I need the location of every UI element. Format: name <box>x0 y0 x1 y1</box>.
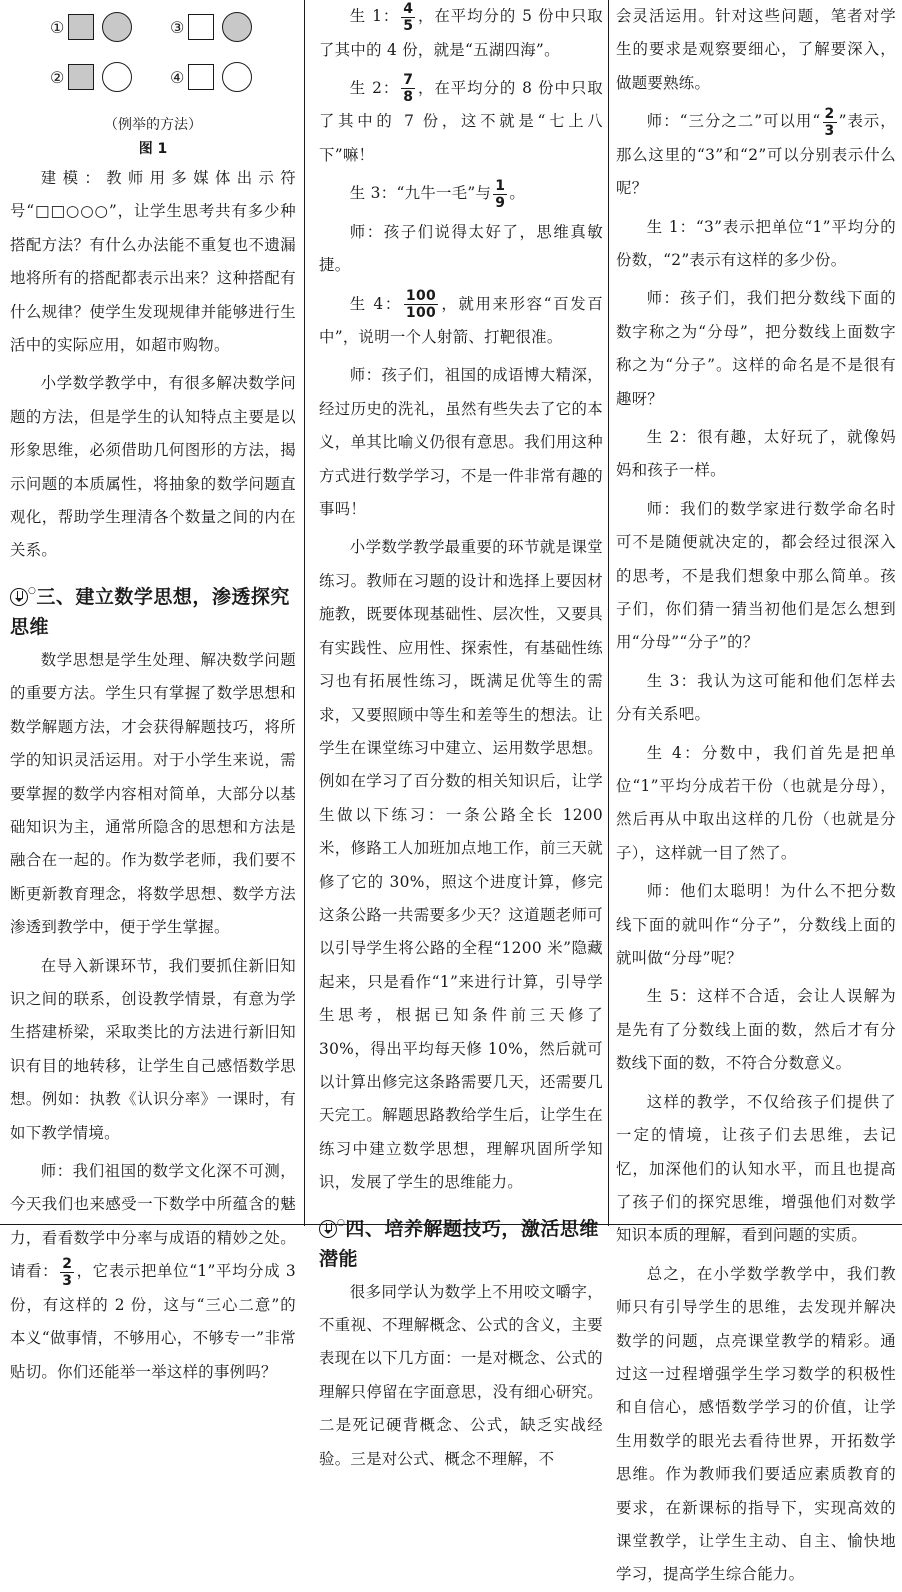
column-3 <box>616 0 896 1584</box>
square-icon <box>68 14 94 40</box>
dialogue-line: 师：他们太聪明！为什么不把分数线下面的就叫作“分子”，分数线上面的就叫做“分母”呢？ <box>616 882 896 968</box>
fraction-denominator: 5 <box>403 17 414 34</box>
fraction <box>823 106 837 139</box>
text-run: 生 2： <box>349 78 400 97</box>
figure-item-mark: ③ <box>170 17 185 37</box>
dialogue-line: 生 1：“3”表示把单位“1”平均分的份数，“2”表示有这样的多少份。 <box>616 217 896 269</box>
dialogue-line <box>319 0 603 67</box>
fraction-numerator: 2 <box>824 105 835 122</box>
figure-item-mark: ② <box>50 67 65 87</box>
figure-item-3 <box>170 12 252 42</box>
dialogue-line: 生 4：分数中，我们首先是把单位“1”平均分成若干份（也就是分母），然后再从中取出这样的几份（也就是分子），这样就一目了然了。 <box>616 743 896 862</box>
circle-icon <box>222 12 252 42</box>
text-run: 生 1： <box>349 7 400 25</box>
circle-icon <box>102 12 132 42</box>
figure-item-4 <box>170 62 252 92</box>
fraction <box>404 288 438 321</box>
figure-1 <box>10 0 296 162</box>
text-run: 师：我们祖国的数学文化深不可测，今天我们也来感受一下数学中所蕴含的魅力，看看数学中分率与成语的精妙之处。请看： <box>10 1161 296 1281</box>
dialogue-line <box>319 72 603 172</box>
section-heading-text: 四、培养解题技巧，激活思维潜能 <box>319 1217 599 1270</box>
paragraph: 在导入新课环节，我们要抓住新旧知识之间的联系，创设教学情景，有意为学生搭建桥梁，采取类比的方法进行新旧知识有目的地转移，让学生自己感悟数学思想。例如：执教《认识分率》一课时，有如下教学情境。 <box>10 956 296 1142</box>
text-run: 。 <box>509 184 526 203</box>
column-divider <box>608 0 609 1226</box>
dialogue-line <box>319 288 603 355</box>
section-heading: ○四、培养解题技巧，激活思维潜能 <box>319 1217 599 1270</box>
paragraph: 小学数学教学中，有很多解决数学问题的方法，但是学生的认知特点主要是以形象思维，必须借助几何图形的方法，揭示问题的本质属性，将抽象的数学问题直观化，帮助学生理清各个数量之间的内在关系。 <box>10 374 296 560</box>
dialogue-line: 师：孩子们，祖国的成语博大精深，经过历史的洗礼，虽然有些失去了它的本义，单其比喻义仍很有意思。我们用这种方式进行数学学习，不是一件非常有趣的事吗！ <box>319 366 603 519</box>
dialogue-line: 师：孩子们，我们把分数线下面的数字称之为“分母”，把分数线上面数字称之为“分子”。这样的命名是不是很有趣呀？ <box>616 289 896 408</box>
fraction-denominator: 100 <box>405 305 437 322</box>
square-icon <box>188 14 214 40</box>
paragraph: 总之，在小学数学教学中，我们教师只有引导学生的思维，去发现并解决数学的问题，点亮课堂教学的精彩。通过这一过程增强学生学习数学的积极性和自信心，感悟数学学习的价值，让学生用数学的眼光去看待世界，开拓数学思维。作为教师我们要适应素质教育的要求，在新课标的指导下，实现高效的课堂教学，让学生主动、自主、愉快地学习，提高学生综合能力。 <box>616 1264 896 1584</box>
text-run: ，在平均分的 8 份中只取了其中的 7 份，这不就是“七上八下”嘛！ <box>319 78 603 164</box>
fraction-denominator: 9 <box>495 194 506 211</box>
paragraph <box>10 1155 296 1389</box>
fraction-denominator: 3 <box>62 1272 73 1289</box>
column-divider <box>304 0 305 1226</box>
figure-item-1 <box>50 12 132 42</box>
figure-caption: （例举的方法） <box>104 117 202 133</box>
dialogue-line: 生 5：这样不合适，会让人误解为是先有了分数线上面的数，然后才有分数线下面的数，不符合分数意义。 <box>616 987 896 1073</box>
down-arrow-circle-icon <box>10 588 28 606</box>
fraction-numerator: 7 <box>403 72 414 89</box>
figure-item-mark: ① <box>50 17 65 37</box>
dialogue-line <box>616 105 896 205</box>
fraction-denominator: 8 <box>403 89 414 106</box>
fraction <box>401 72 415 105</box>
text-run: 师：“三分之二”可以用“ <box>646 112 821 131</box>
paragraph: 这样的教学，不仅给孩子们提供了一定的情境，让孩子们去思维，去记忆，加深他们的认知水平，而且也提高了孩子们的探究思维，增强他们对数学知识本质的理解，看到问题的实质。 <box>616 1092 896 1245</box>
circle-icon <box>222 62 252 92</box>
fraction <box>493 178 507 211</box>
fraction-numerator: 100 <box>405 288 437 305</box>
paragraph: 建模：教师用多媒体出示符号“□□○○○”，让学生思考共有多少种搭配方法？有什么办法能不重复也不遗漏地将所有的搭配都表示出来？这种搭配有什么规律？使学生发现规律并能够进行生活中的实际应用，如超市购物。 <box>10 169 296 355</box>
column-1 <box>10 0 296 1381</box>
text-run: ，它表示把单位“1”平均分成 3 份，有这样的 2 份，这与“三心二意”的本义“做事情，不够用心，不够专一”非常贴切。你们还能举一举这样的事例吗？ <box>10 1262 296 1381</box>
text-run: ，在平均分的 5 份中只取了其中的 4 份，就是“五湖四海”。 <box>319 7 603 59</box>
dialogue-line: 师：孩子们说得太好了，思维真敏捷。 <box>319 222 603 275</box>
square-icon <box>188 64 214 90</box>
circle-icon <box>102 62 132 92</box>
dialogue-line: 生 3：我认为这可能和他们怎样去分有关系吧。 <box>616 671 896 724</box>
fraction-numerator: 4 <box>403 0 414 17</box>
dialogue-line: 师：我们的数学家进行数学命名时可不是随便就决定的，都会经过很深入的思考，不是我们想象中那么简单。孩子们，你们猜一猜当初他们是怎么想到用“分母”“分子”的？ <box>616 499 896 652</box>
figure-item-2 <box>50 62 132 92</box>
fraction-numerator: 1 <box>495 177 506 194</box>
square-icon <box>68 64 94 90</box>
column-2 <box>319 0 603 1468</box>
figure-label: 图 1 <box>138 141 168 157</box>
fraction <box>401 1 415 34</box>
dialogue-line: 生 2：很有趣，太好玩了，就像妈妈和孩子一样。 <box>616 427 896 480</box>
dialogue-line <box>319 177 603 211</box>
fraction <box>60 1256 74 1289</box>
down-arrow-circle-icon <box>319 1220 337 1238</box>
text-run: ”表示，那么这里的“3”和“2”可以分别表示什么呢？ <box>616 112 896 198</box>
text-run: 生 3：“九牛一毛”与 <box>349 184 492 203</box>
text-run: 生 4： <box>349 294 402 313</box>
fraction-denominator: 3 <box>824 122 835 139</box>
paragraph: 会灵活运用。针对这些问题，笔者对学生的要求是观察要细心，了解要深入，做题要熟练。 <box>616 7 896 92</box>
section-heading-text: 三、建立数学思想，渗透探究思维 <box>10 585 290 638</box>
paragraph: 很多同学认为数学上不用咬文嚼字，不重视、不理解概念、公式的含义，主要表现在以下几方面：一是对概念、公式的理解只停留在字面意思，没有细心研究。二是死记硬背概念、公式，缺乏实战经验。三是对公式、概念不理解，不 <box>319 1282 603 1468</box>
paragraph: 数学思想是学生处理、解决数学问题的重要方法。学生只有掌握了数学思想和数学解题方法，才会获得解题技巧，将所学的知识灵活运用。对于小学生来说，需要掌握的数学内容相对简单，大部分以基础知识为主，通常所隐含的思想和方法是融合在一起的。作为数学老师，我们要不断更新教育理念，将数学思想、数学方法渗透到教学中，便于学生掌握。 <box>10 650 296 937</box>
figure-item-mark: ④ <box>170 67 185 87</box>
paragraph: 小学数学教学最重要的环节就是课堂练习。教师在习题的设计和选择上要因材施教，既要体现基础性、层次性，又要具有实践性、应用性、探索性，有基础性练习也有拓展性练习，既满足优等生的需求，又要照顾中等生和差等生的想法。让学生在课堂练习中建立、运用数学思想。例如在学习了百分数的相关知识后，让学生做以下练习：一条公路全长 1200 米，修路工人加班加点地工作，前三天就修了它的 30%，照这个进度计算，修完这条公路一共需要多少天？这道题老师可以引导学生将公路的全程“1200 米”隐藏起来，只是看作“1”来进行计算，引导学生思考，根据已知条件前三天修了 30%，得出平均每天修 10%，然后就可以计算出修完这条路需要几天，还需要几天完工。解题思路教给学生后，让学生在练习中建立数学思想，理解巩固所学知识，发展了学生的思维能力。 <box>319 538 603 1192</box>
text-run: ，就用来形容“百发百中”，说明一个人射箭、打靶很准。 <box>319 294 603 347</box>
section-heading: ○三、建立数学思想，渗透探究思维 <box>10 585 290 638</box>
fraction-numerator: 2 <box>62 1255 73 1272</box>
